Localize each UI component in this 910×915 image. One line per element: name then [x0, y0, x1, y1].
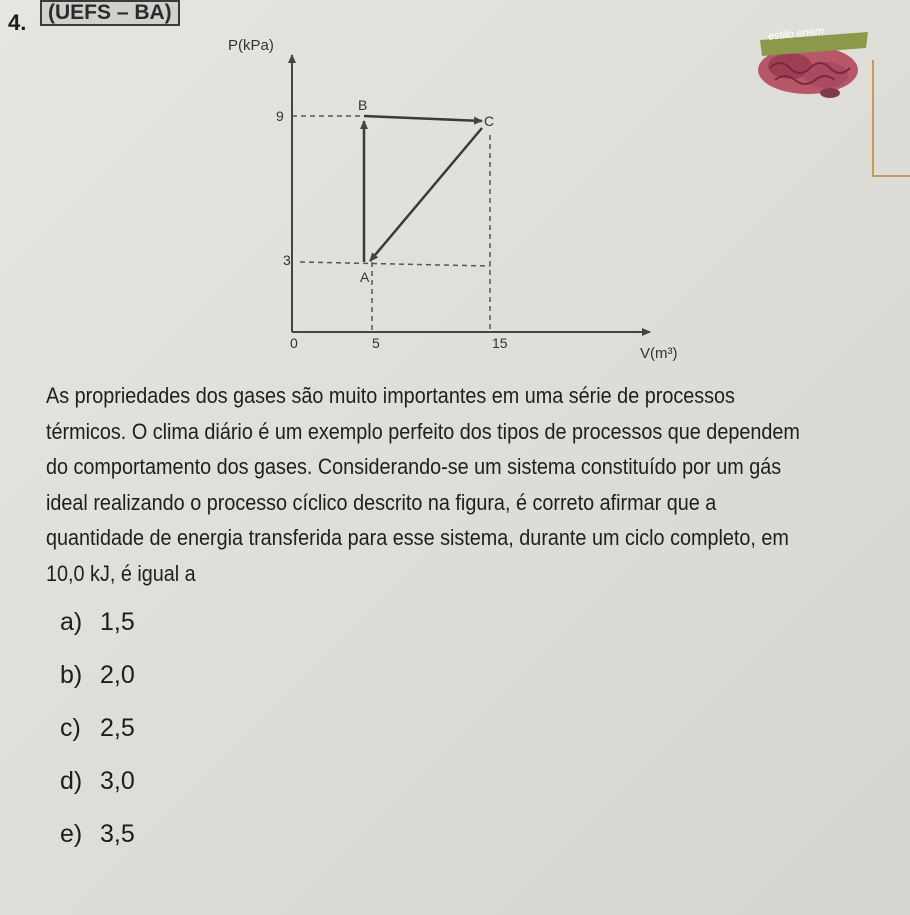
pv-diagram: [0, 0, 910, 380]
option-c[interactable]: [60, 714, 135, 767]
option-value: 3,5: [100, 820, 135, 848]
option-e[interactable]: [60, 820, 135, 873]
question-statement: As propriedades dos gases são muito importantes em uma série de processos térmicos. O clima diário é um exemplo perfeito dos tipos de processos que dependem do comportamento dos gases. Considerando-se um sistema constituído por um gás ideal realizando o processo cíclico descrito na figura, é correto afirmar que a quantidade de energia transferida para esse sistema, durante um ciclo completo, em 10,0 kJ, é igual a: [46, 383, 800, 586]
answer-options: [60, 608, 135, 873]
option-value: 2,5: [100, 714, 135, 742]
point-label-a: A: [360, 269, 370, 285]
y-tick-9: 9: [276, 108, 284, 124]
y-axis-label: P(kPa): [228, 37, 274, 54]
x-axis-label: V(m³): [640, 345, 678, 362]
option-value: 1,5: [100, 608, 135, 636]
option-letter: d): [60, 767, 83, 795]
option-value: 2,0: [100, 661, 135, 689]
guide-p3: [300, 262, 490, 266]
x-tick-5: 5: [372, 335, 380, 351]
y-tick-3: 3: [283, 252, 291, 268]
point-label-b: B: [358, 97, 368, 113]
option-letter: b): [60, 661, 83, 689]
option-letter: c): [60, 714, 81, 742]
option-letter: a): [60, 608, 83, 636]
option-b[interactable]: [60, 661, 135, 714]
question-source: (UEFS – BA): [40, 0, 180, 26]
x-tick-0: 0: [290, 335, 298, 351]
option-d[interactable]: [60, 767, 135, 820]
process-b-c: [364, 116, 482, 121]
option-a[interactable]: [60, 608, 135, 661]
option-value: 3,0: [100, 767, 135, 795]
x-tick-15: 15: [492, 335, 508, 351]
process-c-a: [370, 128, 482, 261]
badge-text: estilo enem: [767, 25, 825, 43]
point-label-c: C: [484, 113, 495, 129]
page-edge-decoration: [872, 60, 910, 177]
question-number: 4.: [8, 10, 27, 35]
option-letter: e): [60, 820, 83, 848]
